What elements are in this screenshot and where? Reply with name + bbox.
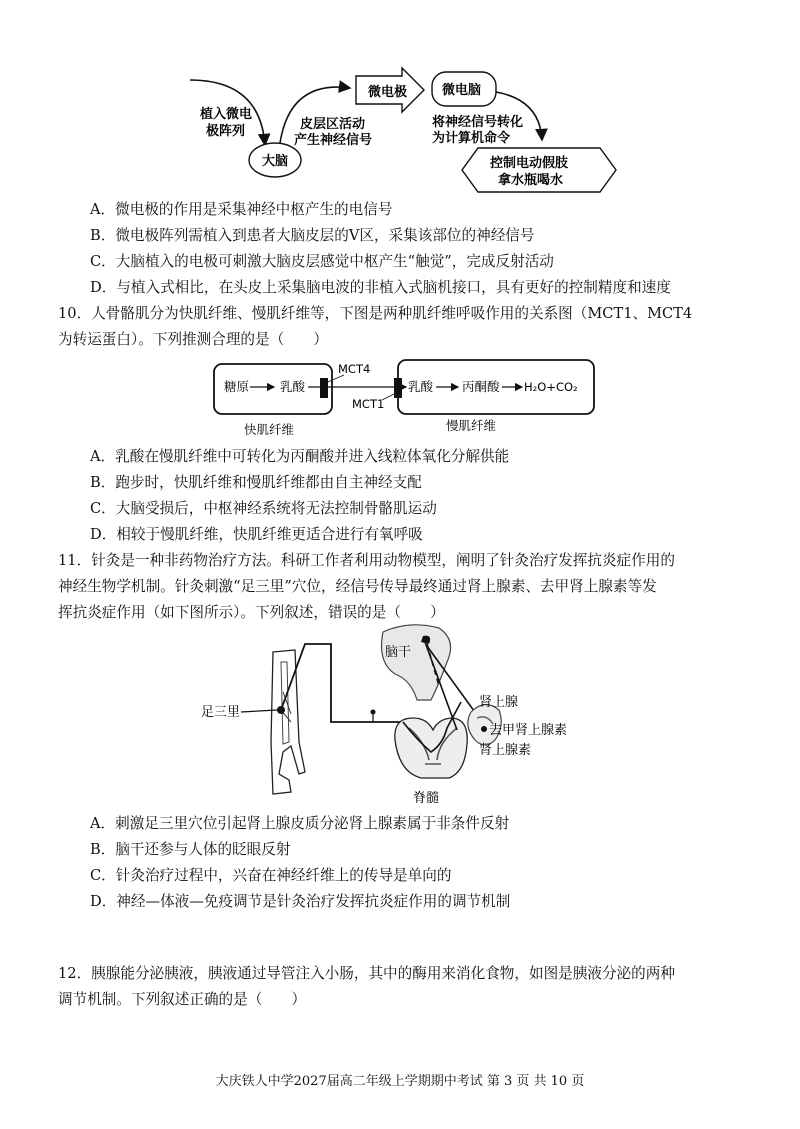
microelectrode-label: 微电极 [368,85,408,100]
mct1-label: MCT1 [352,397,385,411]
q9-option-c: C．大脑植入的电极可刺激大脑皮层感觉中枢产生“触觉”，完成反射活动 [90,253,554,270]
implant-label-2: 极阵列 [206,124,246,139]
acupuncture-diagram [195,622,595,812]
prosthesis-label-1: 控制电动假肢 [490,156,569,171]
q11-option-c: C．针灸治疗过程中，兴奋在神经纤维上的传导是单向的 [90,867,452,884]
q10-option-c: C．大脑受损后，中枢神经系统将无法控制骨骼肌运动 [90,500,437,517]
zusanli-label: 足三里 [201,705,241,720]
spinal-label: 脊髓 [413,791,440,806]
brain-label: 大脑 [262,154,289,169]
page-footer: 大庆铁人中学2027届高二年级上学期期中考试 第 3 页 共 10 页 [215,1074,585,1089]
q10-stem-1: 10．人骨骼肌分为快肌纤维、慢肌纤维等，下图是两种肌纤维呼吸作用的关系图（MCT1、MCT4 [58,305,693,322]
epinephrine-label: 肾上腺素 [479,743,532,758]
q10-option-a: A．乳酸在慢肌纤维中可转化为丙酮酸并进入线粒体氧化分解供能 [90,448,510,465]
lactate-label-slow: 乳酸 [408,379,434,394]
glycogen-label: 糖原 [224,379,250,394]
q11-stem-1: 11．针灸是一种非药物治疗方法。科研工作者利用动物模型，阐明了针灸治疗发挥抗炎症作用的 [58,552,675,569]
q10-option-d: D．相较于慢肌纤维，快肌纤维更适合进行有氧呼吸 [90,526,423,543]
bci-diagram [180,60,620,200]
q11-option-a: A．刺激足三里穴位引起肾上腺皮质分泌肾上腺素属于非条件反射 [90,815,510,832]
convert-label-1: 将神经信号转化 [432,115,524,130]
q12-stem-1: 12．胰腺能分泌胰液，胰液通过导管注入小肠，其中的酶用来消化食物，如图是胰液分泌的两种 [58,965,675,982]
cortex-label-2: 产生神经信号 [294,133,373,148]
convert-label-2: 为计算机命令 [432,131,511,146]
q11-option-b: B．脑干还参与人体的眨眼反射 [90,841,291,858]
brainstem-label: 脑干 [385,645,412,660]
cortex-label-1: 皮层区活动 [300,117,366,132]
mct4-transporter [320,378,328,398]
pyruvate-label: 丙酮酸 [462,379,500,394]
microcomputer-label: 微电脑 [442,83,482,98]
adrenal-label: 肾上腺 [479,695,519,710]
lactate-label-fast: 乳酸 [280,379,306,394]
fast-fiber-label: 快肌纤维 [244,422,295,437]
products-label: H₂O+CO₂ [524,380,578,394]
q9-option-a: A．微电极的作用是采集神经中枢产生的电信号 [90,201,393,218]
mct4-label: MCT4 [338,362,371,376]
q12-stem-2: 调节机制。下列叙述正确的是（ ） [58,991,307,1008]
q9-option-d: D．与植入式相比，在头皮上采集脑电波的非植入式脑机接口，具有更好的控制精度和速度 [90,279,671,296]
prosthesis-label-2: 拿水瓶喝水 [498,173,564,188]
q11-stem-2: 神经生物学机制。针灸刺激“足三里”穴位，经信号传导最终通过肾上腺素、去甲肾上腺素等发 [58,578,657,595]
norepinephrine-label: 去甲肾上腺素 [489,723,568,738]
q10-stem-2: 为转运蛋白）。下列推测合理的是（ ） [58,331,328,348]
brainstem [382,625,451,700]
q10-option-b: B．跑步时，快肌纤维和慢肌纤维都由自主神经支配 [90,474,422,491]
q9-option-b: B．微电极阵列需植入到患者大脑皮层的Ⅴ区，采集该部位的神经信号 [90,227,535,244]
slow-fiber-label: 慢肌纤维 [446,418,497,433]
muscle-fiber-diagram [210,356,600,440]
q11-stem-3: 挥抗炎症作用（如下图所示）。下列叙述，错误的是（ ） [58,604,445,621]
implant-label-1: 植入微电 [200,107,253,122]
mct1-transporter [394,378,402,398]
q11-option-d: D．神经—体液—免疫调节是针灸治疗发挥抗炎症作用的调节机制 [90,893,511,910]
